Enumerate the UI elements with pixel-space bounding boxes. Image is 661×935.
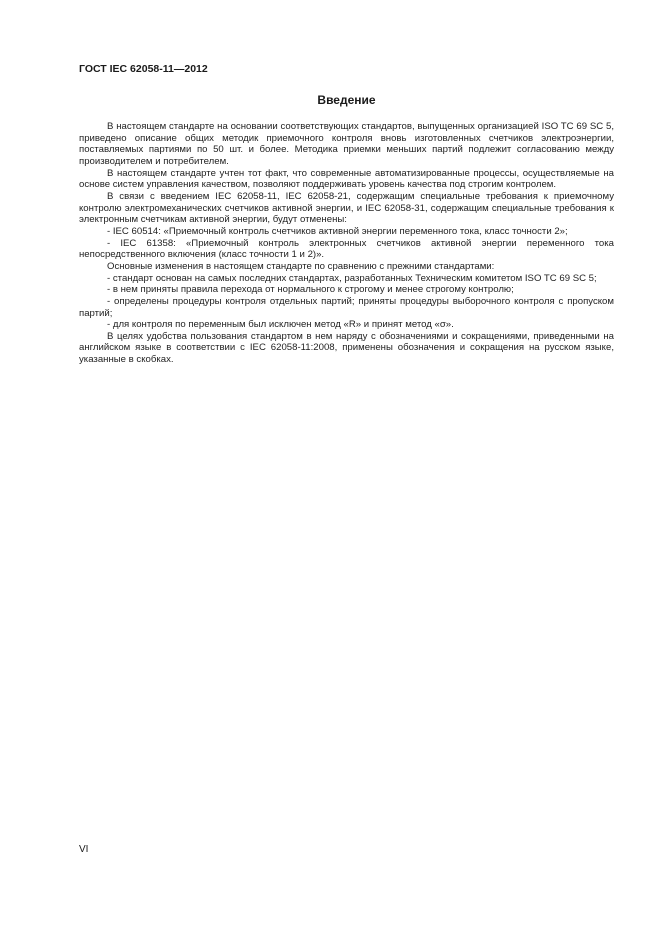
section-title: Введение — [317, 93, 376, 107]
paragraph: В настоящем стандарте на основании соответствующих стандартов, выпущенных организацией ISO TC 69 SC 5, приведено описание общих методик приемочного контроля вновь изготовленных счетчиков электроэнергии, поставляемых партиями по 50 шт. и более. Методика приемки меньших партий подлежит согласованию между производителем и потребителем. — [79, 121, 614, 167]
list-item: - определены процедуры контроля отдельных партий; приняты процедуры выборочного контроля с пропуском партий; — [79, 295, 614, 319]
paragraph: В настоящем стандарте учтен тот факт, что современные автоматизированные процессы, осуществляемые на основе систем управления качеством, позволяют поддерживать уровень качества под строгим контролем. — [79, 167, 614, 191]
document-code-header: ГОСТ IEC 62058-11—2012 — [79, 63, 208, 75]
page-number: VI — [79, 844, 89, 855]
list-item: - для контроля по переменным был исключен метод «R» и принят метод «σ». — [107, 319, 454, 331]
list-item: - IEC 60514: «Приемочный контроль счетчиков активной энергии переменного тока, класс точности 2»; — [107, 225, 568, 237]
paragraph: В целях удобства пользования стандартом в нем наряду с обозначениями и сокращениями, приведенными на английском языке в соответствии с IEC 62058-11:2008, применены обозначения и сокращения на русском языке, указанные в скобках. — [79, 330, 614, 366]
list-item: - IEC 61358: «Приемочный контроль электронных счетчиков активной энергии переменного тока непосредственного включения (класс точности 1 и 2)». — [79, 237, 614, 261]
list-item: - в нем приняты правила перехода от нормального к строгому и менее строгому контролю; — [107, 284, 514, 296]
paragraph: В связи с введением IEC 62058-11, IEC 62058-21, содержащим специальные требования к приемочному контролю электромеханических счетчиков активной энергии, и IEC 62058-31, содержащим специальные требования к электронным счетчикам активной энергии, будут отменены: — [79, 190, 614, 226]
body-text — [79, 121, 614, 366]
list-item: - стандарт основан на самых последних стандартах, разработанных Техническим комитетом ISO TC 69 SC 5; — [107, 272, 597, 284]
paragraph: Основные изменения в настоящем стандарте по сравнению с прежними стандартами: — [107, 260, 495, 272]
